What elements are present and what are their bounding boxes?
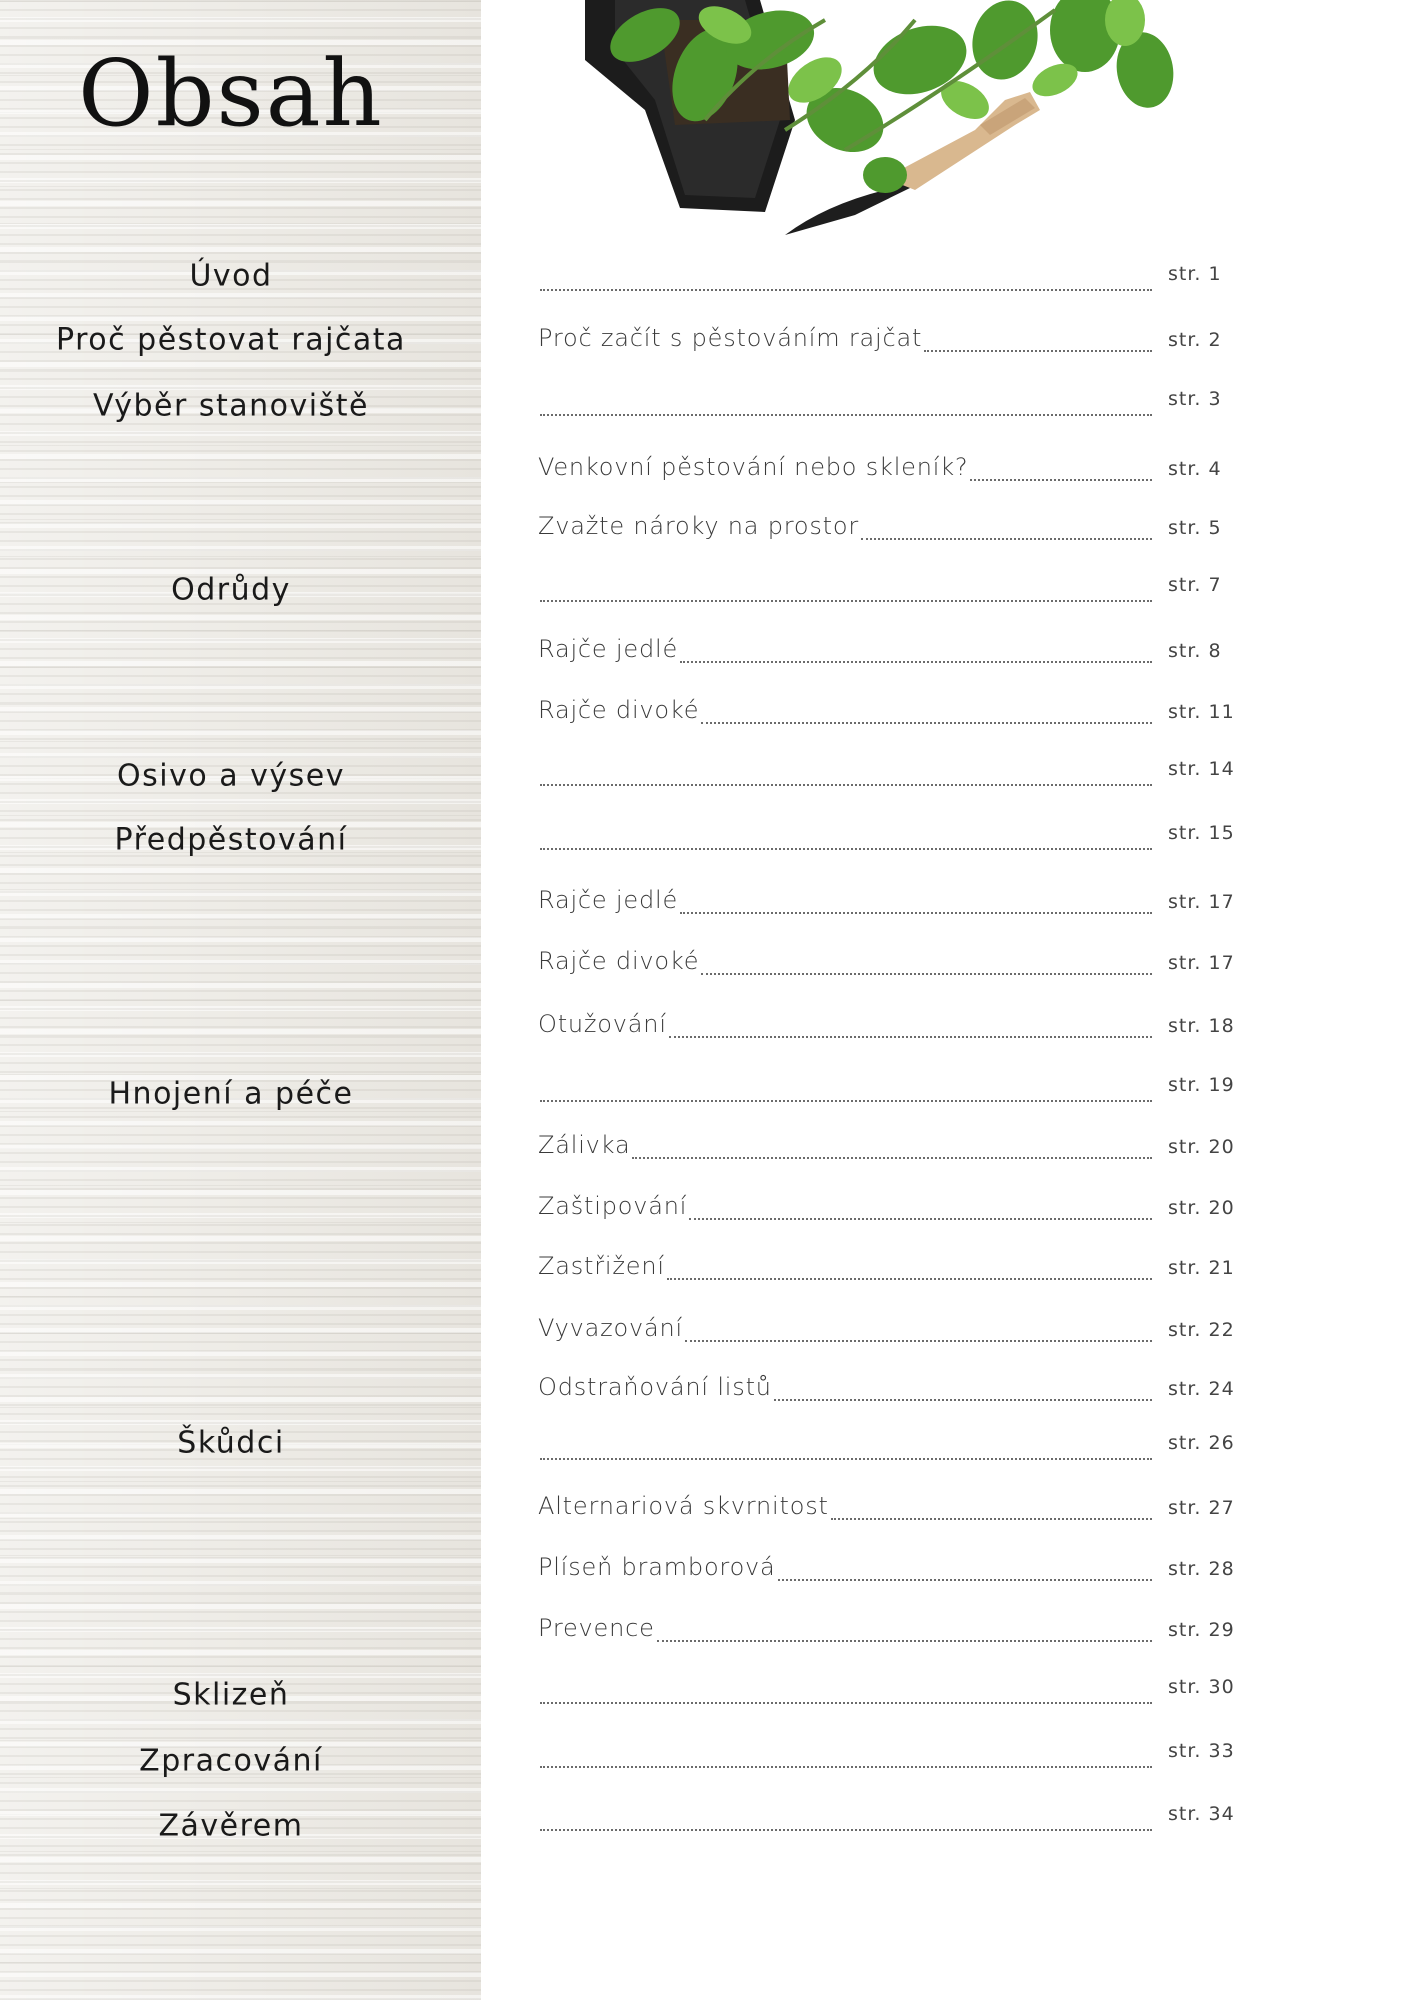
entry-label: Rajče jedlé — [538, 886, 679, 914]
section-title: Zpracování — [139, 1743, 323, 1779]
page-number: str. 30 — [1168, 1676, 1235, 1698]
toc-entry[interactable] — [538, 635, 1248, 675]
toc-entry[interactable] — [538, 453, 1248, 493]
tomato-seedlings-photo — [585, 0, 1185, 245]
dot-leader — [680, 660, 1152, 663]
toc-entry[interactable] — [538, 1553, 1248, 1593]
dot-leader — [540, 1828, 1152, 1831]
dot-leader — [667, 1277, 1152, 1280]
entry-label: Vyvazování — [538, 1314, 683, 1342]
toc-entry[interactable] — [538, 1314, 1248, 1354]
page-number: str. 20 — [1168, 1197, 1235, 1219]
dot-leader — [680, 911, 1152, 914]
section-title: Hnojení a péče — [108, 1076, 354, 1112]
toc-entry[interactable] — [538, 388, 1248, 428]
dot-leader — [689, 1217, 1152, 1220]
dot-leader — [632, 1156, 1152, 1159]
dot-leader — [540, 847, 1152, 850]
dot-leader — [540, 599, 1152, 602]
toc-entry[interactable] — [538, 1432, 1248, 1472]
entry-label: Zvažte nároky na prostor — [538, 512, 860, 540]
page-title: Obsah — [78, 40, 384, 147]
page-number: str. 2 — [1168, 329, 1222, 351]
page-number: str. 4 — [1168, 458, 1222, 480]
page-number: str. 29 — [1168, 1619, 1235, 1641]
dot-leader — [861, 537, 1152, 540]
entry-label: Odstraňování listů — [538, 1373, 772, 1401]
entry-label: Plíseň bramborová — [538, 1553, 776, 1581]
toc-entry[interactable] — [538, 1252, 1248, 1292]
toc-entry[interactable] — [538, 1131, 1248, 1171]
page-number: str. 21 — [1168, 1257, 1235, 1279]
dot-leader — [669, 1035, 1152, 1038]
dot-leader — [701, 972, 1152, 975]
page-number: str. 7 — [1168, 574, 1222, 596]
page-number: str. 22 — [1168, 1319, 1235, 1341]
dot-leader — [970, 478, 1152, 481]
page-number: str. 14 — [1168, 758, 1235, 780]
dot-leader — [540, 1765, 1152, 1768]
toc-entry[interactable] — [538, 886, 1248, 926]
section-title: Předpěstování — [114, 822, 348, 858]
entry-label: Rajče divoké — [538, 947, 700, 975]
page-number: str. 18 — [1168, 1015, 1235, 1037]
page-number: str. 1 — [1168, 263, 1222, 285]
dot-leader — [540, 783, 1152, 786]
toc-entry[interactable] — [538, 1676, 1248, 1716]
toc-entry[interactable] — [538, 1373, 1248, 1413]
dot-leader — [540, 1099, 1152, 1102]
entry-label: Prevence — [538, 1614, 655, 1642]
toc-entry[interactable] — [538, 324, 1248, 364]
toc-entry[interactable] — [538, 512, 1248, 552]
toc-entry[interactable] — [538, 947, 1248, 987]
dot-leader — [701, 721, 1152, 724]
section-title: Výběr stanoviště — [93, 388, 369, 424]
entry-label: Alternariová skvrnitost — [538, 1492, 829, 1520]
dot-leader — [657, 1639, 1152, 1642]
page-number: str. 5 — [1168, 517, 1222, 539]
page-number: str. 28 — [1168, 1558, 1235, 1580]
section-title: Úvod — [189, 258, 273, 294]
toc-entry[interactable] — [538, 1010, 1248, 1050]
page-number: str. 17 — [1168, 952, 1235, 974]
dot-leader — [540, 413, 1152, 416]
dot-leader — [540, 288, 1152, 291]
toc-entry[interactable] — [538, 1614, 1248, 1654]
page-number: str. 11 — [1168, 701, 1235, 723]
section-title: Osivo a výsev — [117, 758, 345, 794]
toc-entry[interactable] — [538, 758, 1248, 798]
dot-leader — [924, 349, 1152, 352]
entry-label: Zastřižení — [538, 1252, 665, 1280]
page-number: str. 15 — [1168, 822, 1235, 844]
entry-label: Rajče jedlé — [538, 635, 679, 663]
toc-entry[interactable] — [538, 1192, 1248, 1232]
section-title: Odrůdy — [171, 572, 291, 608]
page-number: str. 33 — [1168, 1740, 1235, 1762]
toc-entry[interactable] — [538, 1074, 1248, 1114]
section-title: Sklizeň — [172, 1677, 290, 1713]
section-title: Škůdci — [177, 1425, 285, 1461]
entry-label: Venkovní pěstování nebo skleník? — [538, 453, 969, 481]
dot-leader — [685, 1339, 1152, 1342]
dot-leader — [540, 1457, 1152, 1460]
page-number: str. 20 — [1168, 1136, 1235, 1158]
toc-entry[interactable] — [538, 822, 1248, 862]
toc-entry[interactable] — [538, 696, 1248, 736]
page-number: str. 8 — [1168, 640, 1222, 662]
dot-leader — [540, 1701, 1152, 1704]
entry-label: Proč začít s pěstováním rajčat — [538, 324, 923, 352]
page-number: str. 19 — [1168, 1074, 1235, 1096]
page-number: str. 27 — [1168, 1497, 1235, 1519]
toc-entry[interactable] — [538, 1803, 1248, 1843]
toc-entry[interactable] — [538, 1492, 1248, 1532]
page-number: str. 24 — [1168, 1378, 1235, 1400]
entry-label: Rajče divoké — [538, 696, 700, 724]
toc-entry[interactable] — [538, 1740, 1248, 1780]
dot-leader — [831, 1517, 1152, 1520]
page-number: str. 3 — [1168, 388, 1222, 410]
entry-label: Zaštipování — [538, 1192, 688, 1220]
page-number: str. 26 — [1168, 1432, 1235, 1454]
toc-entry[interactable] — [538, 574, 1248, 614]
page-number: str. 34 — [1168, 1803, 1235, 1825]
dot-leader — [778, 1578, 1152, 1581]
entry-label: Zálivka — [538, 1131, 631, 1159]
section-title: Závěrem — [158, 1808, 304, 1844]
page-number: str. 17 — [1168, 891, 1235, 913]
entry-label: Otužování — [538, 1010, 667, 1038]
dot-leader — [774, 1398, 1152, 1401]
toc-entry[interactable] — [538, 263, 1248, 303]
sidebar-panel — [0, 0, 481, 2000]
section-title: Proč pěstovat rajčata — [56, 322, 406, 358]
